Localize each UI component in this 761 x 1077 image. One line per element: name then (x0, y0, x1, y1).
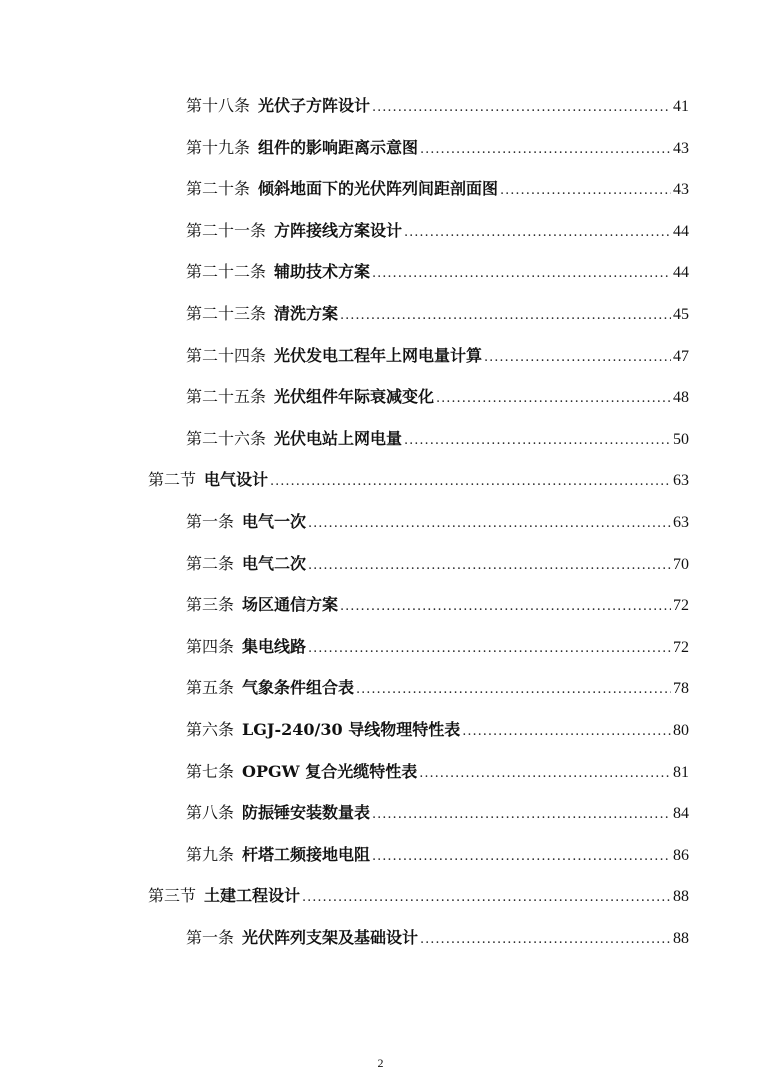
toc-entry[interactable] (186, 509, 689, 535)
toc-entry[interactable] (186, 675, 689, 701)
toc-entry-title: 气象条件组合表 (242, 678, 355, 697)
toc-entry-page: 78 (673, 680, 689, 697)
toc-entry-number: 第十八条 (186, 96, 251, 115)
toc-entry-page: 48 (673, 389, 689, 406)
toc-dot-leader (302, 885, 671, 911)
toc-entry-title: 电气一次 (242, 512, 307, 531)
toc-entry-number: 第五条 (186, 678, 235, 697)
toc-entry-title: 清洗方案 (274, 304, 339, 323)
toc-entry-number: 第十九条 (186, 138, 251, 157)
toc-entry-page: 63 (673, 514, 689, 531)
toc-entry[interactable] (186, 176, 689, 202)
toc-dot-leader (372, 844, 671, 870)
toc-entry-title: 场区通信方案 (242, 595, 339, 614)
toc-entry[interactable] (186, 384, 689, 410)
toc-entry-page: 81 (673, 764, 689, 781)
toc-dot-leader (356, 677, 671, 703)
toc-entry[interactable] (186, 93, 689, 119)
toc-entry-number: 第二十二条 (186, 262, 267, 281)
toc-entry[interactable] (186, 343, 689, 369)
toc-dot-leader (484, 345, 671, 371)
toc-entry-title: LGJ-240/30 导线物理特性表 (242, 720, 461, 739)
toc-entry-title: 防振锤安装数量表 (242, 803, 371, 822)
toc-entry[interactable] (186, 634, 689, 660)
toc-entry-title: 光伏组件年际衰减变化 (274, 387, 435, 406)
toc-section-entry[interactable] (148, 467, 689, 493)
toc-dot-leader (372, 95, 671, 121)
toc-dot-leader (404, 220, 671, 246)
toc-entry-page: 84 (673, 805, 689, 822)
toc-entry-number: 第二条 (186, 554, 235, 573)
toc-dot-leader (372, 261, 671, 287)
toc-dot-leader (420, 927, 671, 953)
toc-entry-page: 72 (673, 639, 689, 656)
toc-dot-leader (420, 137, 671, 163)
toc-entry[interactable] (186, 592, 689, 618)
toc-dot-leader (462, 719, 671, 745)
toc-entry[interactable] (186, 259, 689, 285)
toc-entry-page: 88 (673, 888, 689, 905)
toc-entry-title: 杆塔工频接地电阻 (242, 845, 371, 864)
toc-entry-number: 第三节 (148, 886, 197, 905)
toc-entry-number: 第一条 (186, 512, 235, 531)
toc-entry[interactable] (186, 925, 689, 951)
toc-entry-title: 光伏阵列支架及基础设计 (242, 928, 419, 947)
toc-entry-page: 44 (673, 223, 689, 240)
toc-entry-title: 辅助技术方案 (274, 262, 371, 281)
toc-entry[interactable] (186, 135, 689, 161)
toc-dot-leader (308, 511, 671, 537)
toc-entry[interactable] (186, 759, 689, 785)
toc-entry-number: 第二十四条 (186, 346, 267, 365)
toc-entry-page: 41 (673, 98, 689, 115)
toc-entry[interactable] (186, 717, 689, 743)
toc-entry-title: 土建工程设计 (204, 886, 301, 905)
toc-entry-number: 第六条 (186, 720, 235, 739)
toc-entry-number: 第八条 (186, 803, 235, 822)
toc-dot-leader (340, 303, 671, 329)
toc-entry[interactable] (186, 551, 689, 577)
toc-entry-number: 第七条 (186, 762, 235, 781)
toc-entry-title: 光伏子方阵设计 (258, 96, 371, 115)
toc-entry-number: 第二十三条 (186, 304, 267, 323)
toc-section-entry[interactable] (148, 883, 689, 909)
toc-entry-page: 70 (673, 556, 689, 573)
toc-entry-page: 80 (673, 722, 689, 739)
toc-entry[interactable] (186, 218, 689, 244)
toc-entry-page: 43 (673, 181, 689, 198)
toc-entry-page: 63 (673, 472, 689, 489)
toc-entry[interactable] (186, 301, 689, 327)
toc-entry-page: 45 (673, 306, 689, 323)
toc-dot-leader (372, 802, 671, 828)
toc-entry-page: 50 (673, 431, 689, 448)
page-number-footer: 2 (377, 1056, 384, 1070)
toc-entry-title: 方阵接线方案设计 (274, 221, 403, 240)
toc-entry-number: 第二十一条 (186, 221, 267, 240)
toc-entry-page: 86 (673, 847, 689, 864)
toc-entry-number: 第二十条 (186, 179, 251, 198)
toc-entry-title: 光伏发电工程年上网电量计算 (274, 346, 483, 365)
toc-entry-title: 倾斜地面下的光伏阵列间距剖面图 (258, 179, 499, 198)
toc-entry[interactable] (186, 842, 689, 868)
toc-entry-page: 44 (673, 264, 689, 281)
toc-entry-title: 集电线路 (242, 637, 307, 656)
toc-entry-page: 43 (673, 140, 689, 157)
toc-entry-title: OPGW 复合光缆特性表 (242, 762, 418, 781)
toc-entry-title: 电气二次 (242, 554, 307, 573)
toc-dot-leader (340, 594, 671, 620)
toc-entry-number: 第二节 (148, 470, 197, 489)
toc-entry-title: 组件的影响距离示意图 (258, 138, 419, 157)
toc-entry-page: 88 (673, 930, 689, 947)
toc-dot-leader (308, 553, 671, 579)
toc-entry-number: 第二十六条 (186, 429, 267, 448)
toc-dot-leader (436, 386, 671, 412)
toc-dot-leader (308, 636, 671, 662)
toc-entry-page: 47 (673, 348, 689, 365)
toc-dot-leader (270, 469, 671, 495)
toc-dot-leader (500, 178, 671, 204)
toc-entry-title: 光伏电站上网电量 (274, 429, 403, 448)
toc-entry-number: 第九条 (186, 845, 235, 864)
toc-dot-leader (419, 761, 671, 787)
toc-entry[interactable] (186, 426, 689, 452)
toc-entry-number: 第四条 (186, 637, 235, 656)
toc-entry-number: 第二十五条 (186, 387, 267, 406)
toc-entry-number: 第一条 (186, 928, 235, 947)
toc-entry[interactable] (186, 800, 689, 826)
toc-entry-number: 第三条 (186, 595, 235, 614)
toc-entry-page: 72 (673, 597, 689, 614)
toc-dot-leader (404, 428, 671, 454)
toc-entry-title: 电气设计 (204, 470, 269, 489)
